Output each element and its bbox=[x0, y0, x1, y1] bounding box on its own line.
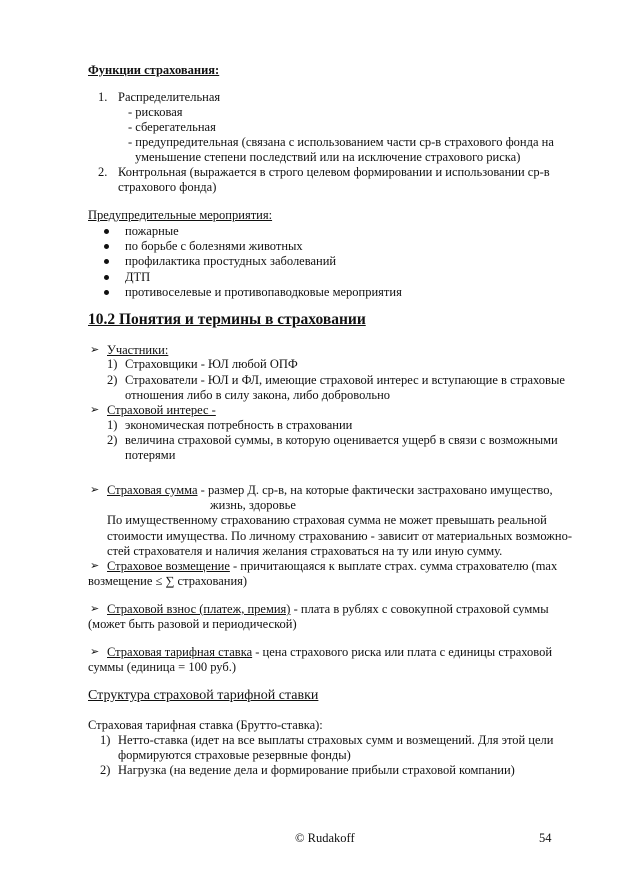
rate-definition bbox=[107, 644, 552, 660]
list-number: 1) bbox=[107, 418, 118, 432]
list-subitem-cont: уменьшение степени последствий или на исключение страхового риска) bbox=[135, 150, 521, 164]
premium-term: Страховой взнос (платеж, премия) bbox=[107, 602, 291, 616]
compensation-def: - причитающаяся к выплате страх. сумма страхователю (max bbox=[229, 559, 558, 573]
list-number: 2) bbox=[100, 763, 111, 777]
list-item: Нагрузка (на ведение дела и формирование прибыли страховой компании) bbox=[118, 763, 515, 777]
section-heading: 10.2 Понятия и термины в страховании bbox=[88, 311, 366, 328]
bullet-item: противоселевые и противопаводковые мероприятия bbox=[125, 285, 402, 299]
list-item: Контрольная (выражается в строго целевом формировании и использовании ср-в bbox=[118, 165, 550, 179]
bullet-icon bbox=[104, 290, 109, 295]
list-number: 2. bbox=[98, 165, 108, 179]
sum-definition bbox=[107, 482, 553, 498]
arrow-bullet-icon: ➢ bbox=[90, 646, 100, 658]
sum-def-cont: жизнь, здоровье bbox=[210, 498, 296, 512]
arrow-bullet-icon: ➢ bbox=[90, 344, 100, 356]
list-subitem: - рисковая bbox=[128, 105, 183, 119]
bullet-item: по борьбе с болезнями животных bbox=[125, 239, 303, 253]
list-item: величина страховой суммы, в которую оценивается ущерб в связи с возможными bbox=[125, 433, 558, 447]
bullet-item: пожарные bbox=[125, 224, 179, 238]
list-item-cont: формируются страховые резервные фонды) bbox=[118, 748, 351, 762]
arrow-bullet-icon: ➢ bbox=[90, 484, 100, 496]
participants-label: Участники: bbox=[107, 343, 169, 357]
list-number: 2) bbox=[107, 433, 118, 447]
list-item-cont: страхового фонда) bbox=[118, 180, 217, 194]
arrow-bullet-icon: ➢ bbox=[90, 404, 100, 416]
structure-intro: Страховая тарифная ставка (Брутто-ставка): bbox=[88, 718, 323, 732]
premium-def-cont: (может быть разовой и периодической) bbox=[88, 617, 297, 631]
rate-def-cont: суммы (единица = 100 руб.) bbox=[88, 660, 237, 674]
sum-def: - размер Д. ср-в, на которые фактически застраховано имущество, bbox=[197, 483, 553, 497]
premium-definition bbox=[107, 601, 549, 617]
premium-def: - плата в рублях с совокупной страховой суммы bbox=[290, 602, 549, 616]
paragraph-line: стей страхователя и наличия желания страховаться на ту или иную сумму. bbox=[107, 544, 503, 558]
bullet-icon bbox=[104, 229, 109, 234]
preventive-title: Предупредительные мероприятия: bbox=[88, 208, 273, 222]
bullet-icon bbox=[104, 244, 109, 249]
compensation-def-cont: возмещение ≤ ∑ страхования) bbox=[88, 574, 248, 588]
arrow-bullet-icon: ➢ bbox=[90, 560, 100, 572]
arrow-bullet-icon: ➢ bbox=[90, 603, 100, 615]
list-item: экономическая потребность в страховании bbox=[125, 418, 353, 432]
paragraph-line: По имущественному страхованию страховая сумма не может превышать реальной bbox=[107, 513, 547, 527]
list-item: Нетто-ставка (идет на все выплаты страховых сумм и возмещений. Для этой цели bbox=[118, 733, 554, 747]
list-item: Страхователи - ЮЛ и ФЛ, имеющие страховой интерес и вступающие в страховые bbox=[125, 373, 565, 387]
list-number: 1) bbox=[107, 357, 118, 371]
list-item: Распределительная bbox=[118, 90, 221, 104]
functions-title: Функции страхования: bbox=[88, 63, 220, 77]
compensation-term: Страховое возмещение bbox=[107, 559, 230, 573]
list-item: Страховщики - ЮЛ любой ОПФ bbox=[125, 357, 298, 371]
rate-def: - цена страхового риска или плата с единицы страховой bbox=[252, 645, 553, 659]
compensation-definition bbox=[107, 558, 557, 574]
bullet-item: профилактика простудных заболеваний bbox=[125, 254, 337, 268]
list-subitem: - сберегательная bbox=[128, 120, 216, 134]
list-number: 1) bbox=[100, 733, 111, 747]
paragraph-line: стоимости имущества. По личному страхованию - зависит от материальных возможно- bbox=[107, 529, 573, 543]
page-number: 54 bbox=[539, 831, 552, 845]
sum-term: Страховая сумма bbox=[107, 483, 198, 497]
list-item-cont: потерями bbox=[125, 448, 176, 462]
bullet-item: ДТП bbox=[125, 270, 151, 284]
list-number: 1. bbox=[98, 90, 108, 104]
rate-term: Страховая тарифная ставка bbox=[107, 645, 253, 659]
bullet-icon bbox=[104, 259, 109, 264]
structure-heading: Структура страховой тарифной ставки bbox=[88, 688, 319, 703]
footer-copyright: © Rudakoff bbox=[295, 831, 355, 845]
interest-label: Страховой интерес - bbox=[107, 403, 216, 417]
list-number: 2) bbox=[107, 373, 118, 387]
list-subitem: - предупредительная (связана с использованием части ср-в страхового фонда на bbox=[128, 135, 554, 149]
list-item-cont: отношения либо в силу закона, либо добровольно bbox=[125, 388, 391, 402]
bullet-icon bbox=[104, 275, 109, 280]
